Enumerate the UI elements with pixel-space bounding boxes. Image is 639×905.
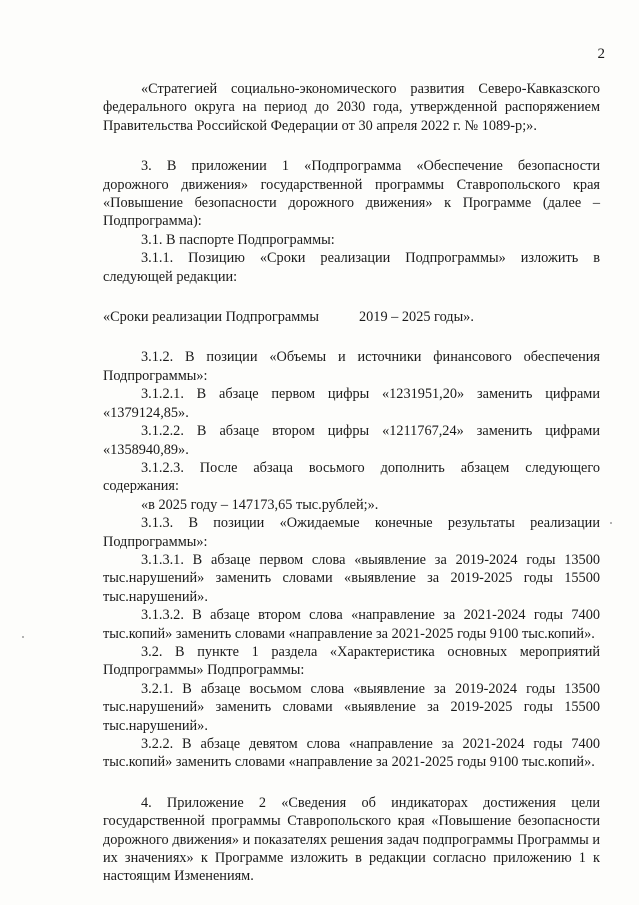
scan-speck <box>22 636 24 638</box>
paragraph-3-2-2: 3.2.2. В абзаце девятом слова «направление за 2021-2024 годы 7400 тыс.копий» заменить словами «направление за 2021-2025 годы 9100 тыс.копий». <box>103 736 600 771</box>
scan-speck <box>610 522 612 524</box>
paragraph-3-1-2-2: 3.1.2.2. В абзаце втором цифры «1211767,24» заменить цифрами «1358940,89». <box>103 423 600 458</box>
paragraph-3-1-2: 3.1.2. В позиции «Объемы и источники финансового обеспечения Подпрограммы»: <box>103 349 600 384</box>
terms-value: 2019 – 2025 годы». <box>359 309 474 326</box>
paragraph-3-1: 3.1. В паспорте Подпрограммы: <box>141 231 335 248</box>
terms-label: «Сроки реализации Подпрограммы <box>103 309 319 326</box>
paragraph-2025-amount: «в 2025 году – 147173,65 тыс.рублей;». <box>141 496 379 513</box>
paragraph-3-1-2-3: 3.1.2.3. После абзаца восьмого дополнить абзацем следующего содержания: <box>103 459 600 495</box>
paragraph-3-1-3-1: 3.1.3.1. В абзаце первом слова «выявление за 2019-2024 годы 13500 тыс.нарушений» заменить словами «выявление за 2019-2025 годы 15500 тыс.нарушений». <box>103 551 600 605</box>
paragraph-3-1-2-1: 3.1.2.1. В абзаце первом цифры «1231951,20» заменить цифрами «1379124,85». <box>103 386 600 421</box>
paragraph-3-1-1: 3.1.1. Позицию «Сроки реализации Подпрограммы» изложить в следующей редакции: <box>103 250 600 285</box>
paragraph-strategy: «Стратегией социально-экономического развития Северо-Кавказского федерального округа на период до 2030 года, утвержденной распоряжением Правительства Российской Федерации от 30 апреля 2022 г. № 1089-р;». <box>103 81 600 134</box>
paragraph-terms <box>103 308 600 326</box>
paragraph-appendix-1: 3. В приложении 1 «Подпрограмма «Обеспечение безопасности дорожного движения» государственной программы Ставропольского края «Повышение безопасности дорожного движения» к Программе (далее – Подпрограмма): <box>103 158 600 230</box>
paragraph-3-2: 3.2. В пункте 1 раздела «Характеристика основных мероприятий Подпрограммы» Подпрограммы: <box>103 643 600 679</box>
document-body <box>103 80 600 886</box>
paragraph-3-2-1: 3.2.1. В абзаце восьмом слова «выявление за 2019-2024 годы 13500 тыс.нарушений» заменить словами «выявление за 2019-2025 годы 15500 тыс.нарушений». <box>103 680 600 734</box>
paragraph-3-1-3-2: 3.1.3.2. В абзаце втором слова «направление за 2021-2024 годы 7400 тыс.копий» заменить словами «направление за 2021-2025 годы 9100 тыс.копий». <box>103 607 600 642</box>
paragraph-appendix-2: 4. Приложение 2 «Сведения об индикаторах достижения цели государственной программы Ставропольского края «Повышение безопасности дорожного движения» и показателях решения задач подпрограммы Программы и их значениях» к Программе изложить в редакции согласно приложению 1 к настоящим Изменениям. <box>103 794 600 885</box>
paragraph-3-1-3: 3.1.3. В позиции «Ожидаемые конечные результаты реализации Подпрограммы»: <box>103 515 600 550</box>
page-number: 2 <box>597 46 605 62</box>
